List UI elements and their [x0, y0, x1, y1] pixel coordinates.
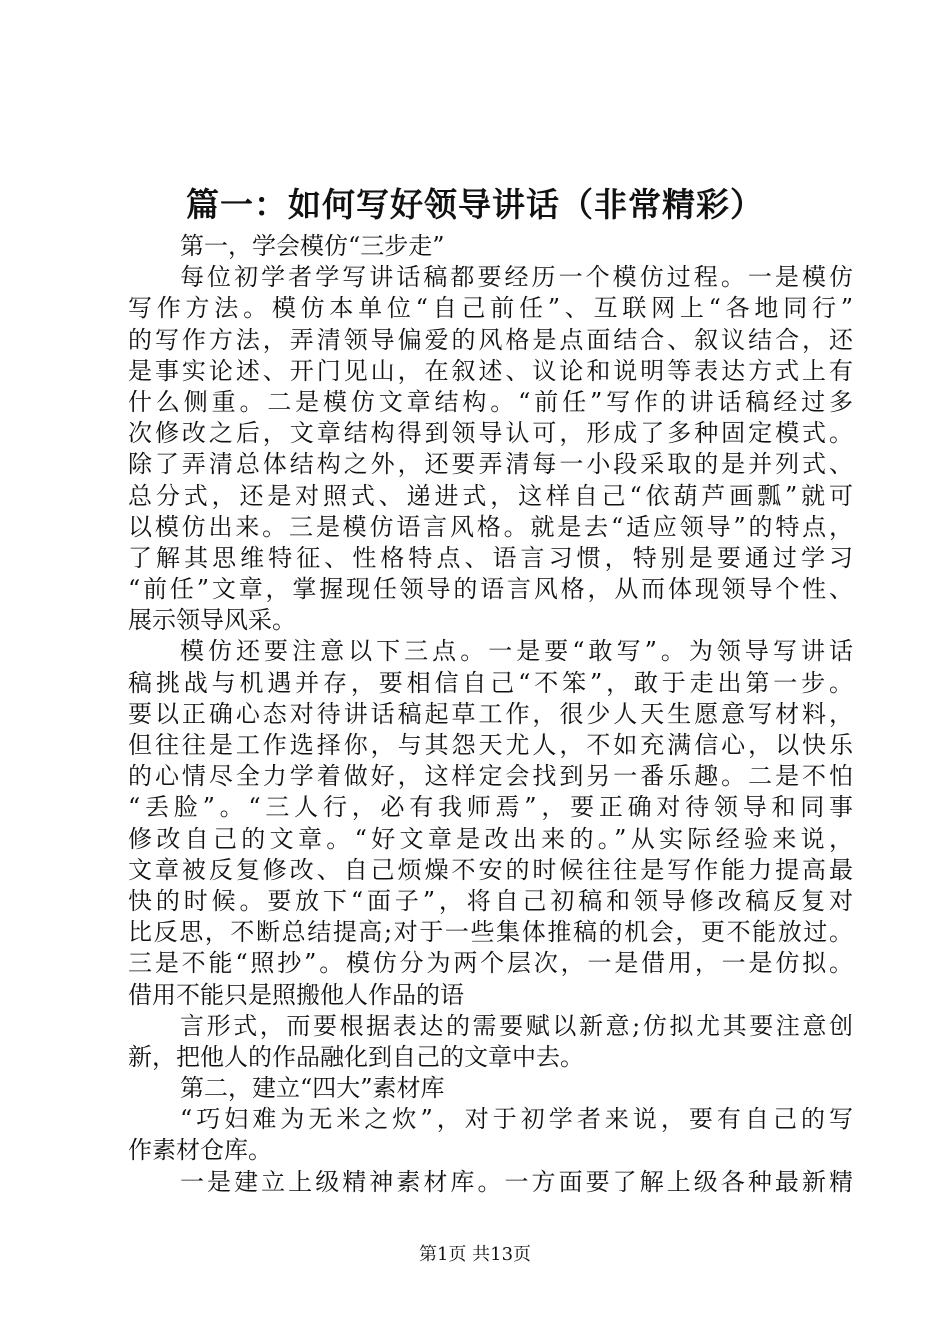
text-line: 修改自己的文章。“好文章是改出来的。”从实际经验来说，	[128, 824, 853, 853]
text-line: 比反思，不断总结提高;对于一些集体推稿的机会，更不能放过。	[128, 918, 853, 947]
text-line: 稿挑战与机遇并存，要相信自己“不笨”，敢于走出第一步。	[128, 668, 853, 697]
text-line: 第一，学会模仿“三步走”	[180, 232, 445, 260]
text-line: “前任”文章，掌握现任领导的语言风格，从而体现领导个性、	[128, 575, 853, 604]
text-line: “丢脸”。“三人行，必有我师焉”，要正确对待领导和同事	[128, 793, 853, 822]
text-line: 写作方法。模仿本单位“自己前任”、互联网上“各地同行”	[128, 294, 853, 323]
page-footer: 第1页 共13页	[418, 1244, 532, 1265]
text-line: “巧妇难为无米之炊”，对于初学者来说，要有自己的写	[180, 1105, 853, 1134]
text-line: 了解其思维特征、性格特点、语言习惯，特别是要通过学习	[128, 543, 853, 572]
text-line: 是事实论述、开门见山，在叙述、议论和说明等表达方式上有	[128, 356, 853, 385]
text-line: 以模仿出来。三是模仿语言风格。就是去“适应领导”的特点，	[128, 512, 853, 541]
text-line: 次修改之后，文章结构得到领导认可，形成了多种固定模式。	[128, 419, 853, 448]
text-line: 模仿还要注意以下三点。一是要“敢写”。为领导写讲话	[180, 637, 853, 666]
text-line: 文章被反复修改、自己烦燥不安的时候往往是写作能力提高最	[128, 855, 853, 884]
text-line: 作素材仓库。	[128, 1136, 272, 1165]
text-line: 言形式，而要根据表达的需要赋以新意;仿拟尤其要注意创	[180, 1011, 853, 1040]
text-line: 新，把他人的作品融化到自己的文章中去。	[128, 1042, 584, 1071]
text-line: 的心情尽全力学着做好，这样定会找到另一番乐趣。二是不怕	[128, 762, 853, 791]
document-title: 篇一：如何写好领导讲话（非常精彩）	[186, 185, 764, 224]
text-line: 三是不能“照抄”。模仿分为两个层次，一是借用，一是仿拟。	[128, 949, 853, 978]
text-line: 展示领导风采。	[128, 606, 296, 635]
text-line: 要以正确心态对待讲话稿起草工作，很少人天生愿意写材料，	[128, 699, 853, 728]
text-line: 快的时候。要放下“面子”，将自己初稿和领导修改稿反复对	[128, 886, 853, 915]
text-line: 除了弄清总体结构之外，还要弄清每一小段采取的是并列式、	[128, 450, 853, 479]
text-line: 第二，建立“四大”素材库	[180, 1074, 445, 1103]
text-line: 借用不能只是照搬他人作品的语	[128, 980, 464, 1009]
text-line: 但往往是工作选择你，与其怨天尤人，不如充满信心，以快乐	[128, 731, 853, 759]
text-line: 什么侧重。二是模仿文章结构。“前任”写作的讲话稿经过多	[128, 387, 853, 416]
text-line: 每位初学者学写讲话稿都要经历一个模仿过程。一是模仿	[180, 263, 853, 292]
text-line: 一是建立上级精神素材库。一方面要了解上级各种最新精	[180, 1167, 853, 1196]
text-line: 的写作方法，弄清领导偏爱的风格是点面结合、叙议结合，还	[128, 325, 853, 354]
text-line: 总分式，还是对照式、递进式，这样自己“依葫芦画瓢”就可	[128, 481, 853, 510]
document-body	[128, 231, 853, 1198]
